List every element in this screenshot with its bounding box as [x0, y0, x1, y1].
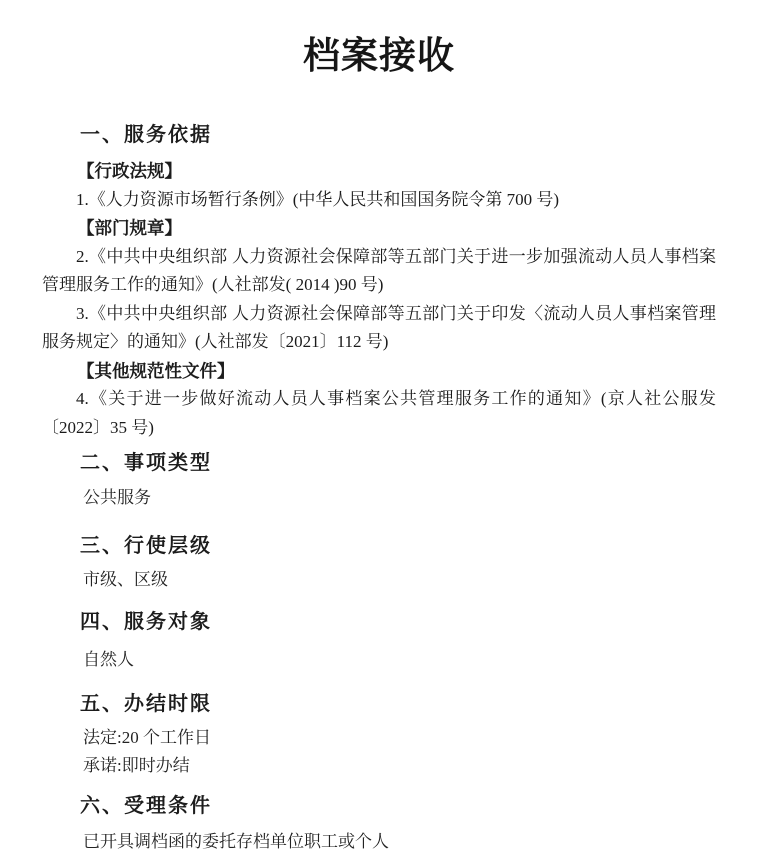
page-title: 档案接收	[303, 36, 455, 77]
legal-item-1: 1.《人力资源市场暂行条例》(中华人民共和国国务院令第 700 号)	[76, 189, 560, 209]
section-heading-service-basis: 一、服务依据	[80, 124, 212, 146]
section-heading-service-target: 四、服务对象	[80, 611, 212, 633]
legal-basis-list	[42, 157, 716, 442]
section-completion-time-limit	[42, 694, 716, 776]
subsection-label-administrative-regulations: 【行政法规】	[77, 161, 182, 181]
service-target-value: 自然人	[83, 650, 134, 669]
section-item-type	[42, 453, 716, 508]
section-service-target	[42, 612, 716, 670]
section-exercise-level	[42, 536, 716, 590]
section-heading-exercise-level: 三、行使层级	[80, 535, 212, 557]
section-service-basis	[42, 125, 716, 442]
legal-item-4: 4.《关于进一步做好流动人员人事档案公共管理服务工作的通知》(京人社公服发〔2022〕35 号)	[42, 389, 716, 437]
legal-item-3: 3.《中共中央组织部 人力资源社会保障部等五部门关于印发〈流动人员人事档案管理服务规定〉的通知》(人社部发〔2021〕112 号)	[42, 303, 716, 351]
statutory-time-limit-value: 法定:20 个工作日	[83, 728, 211, 747]
item-type-value: 公共服务	[83, 488, 151, 507]
section-acceptance-conditions	[42, 796, 716, 852]
subsection-label-other-normative-documents: 【其他规范性文件】	[77, 360, 235, 381]
section-heading-item-type: 二、事项类型	[80, 452, 212, 474]
promised-time-limit-value: 承诺:即时办结	[83, 756, 190, 775]
subsection-label-department-rules: 【部门规章】	[77, 218, 182, 238]
section-heading-acceptance-conditions: 六、受理条件	[80, 795, 212, 817]
section-heading-completion-time-limit: 五、办结时限	[80, 693, 212, 715]
exercise-level-value: 市级、区级	[83, 570, 168, 589]
legal-item-2: 2.《中共中央组织部 人力资源社会保障部等五部门关于进一步加强流动人员人事档案管理服务工作的通知》(人社部发( 2014 )90 号)	[42, 246, 716, 294]
acceptance-conditions-value: 已开具调档函的委托存档单位职工或个人	[83, 832, 389, 851]
